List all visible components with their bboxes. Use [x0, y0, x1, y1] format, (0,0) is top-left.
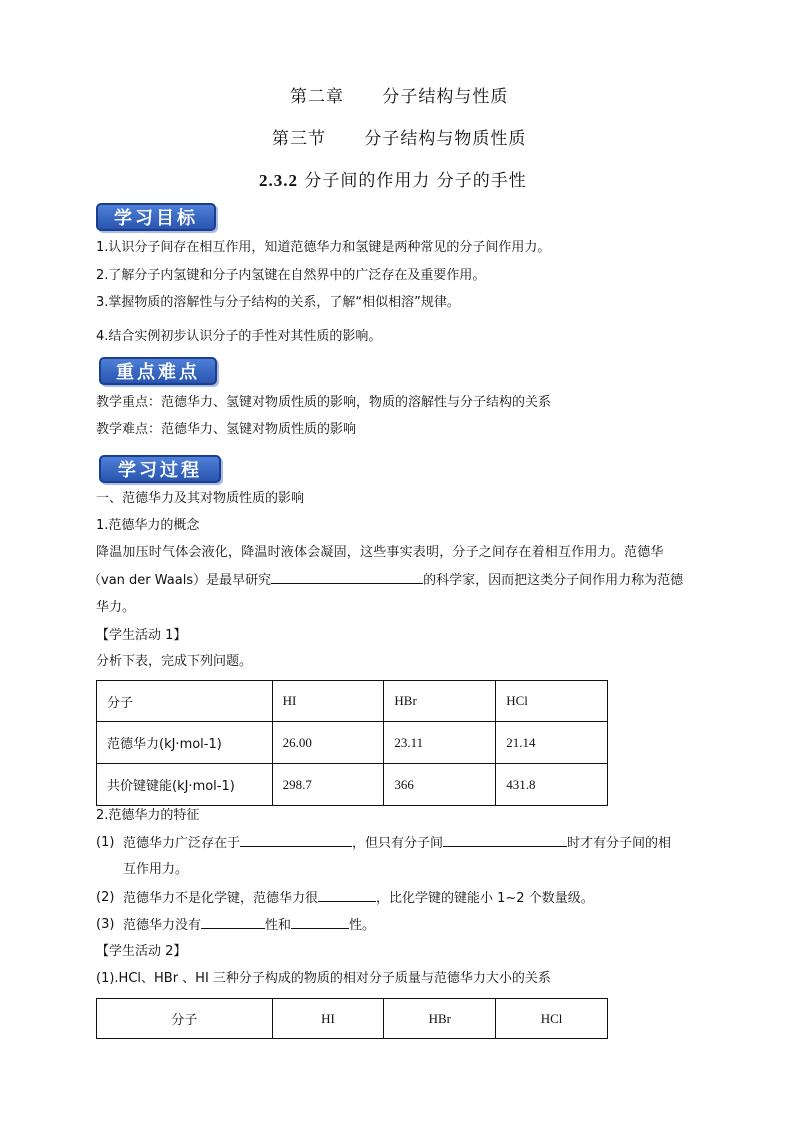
feature-1 [123, 831, 671, 856]
goal-3: 3.掌握物质的溶解性与分子结构的关系，了解“相似相溶”规律。 [96, 295, 460, 310]
table-header-cell: 分子 [97, 681, 273, 722]
chapter-title: 第二章 分子结构与性质 [290, 87, 509, 107]
vdw-table [96, 680, 608, 806]
student-activity-2: 【学生活动 2】 [96, 944, 187, 959]
table-cell: 23.11 [384, 722, 496, 764]
feature-2 [123, 886, 594, 911]
lesson-number: 2.3.2 [259, 171, 298, 190]
subheading-features: 2.范德华力的特征 [96, 808, 200, 823]
table-header-row [97, 681, 608, 722]
table-row [97, 722, 608, 764]
answer-blank[interactable] [201, 913, 265, 929]
table-header-cell: HCl [496, 999, 608, 1039]
table-header-cell: HI [272, 999, 384, 1039]
table-header-cell: HBr [384, 681, 496, 722]
goal-2: 2.了解分子内氢键和分子内氢键在自然界中的广泛存在及重要作用。 [96, 268, 486, 283]
activity-1-prompt: 分析下表，完成下列问题。 [96, 654, 253, 669]
feature-1-text-c: 时才有分子间的相 [567, 836, 672, 851]
answer-blank[interactable] [271, 568, 423, 584]
table-cell: 范德华力(kJ·mol-1) [97, 722, 273, 764]
subheading-concept: 1.范德华力的概念 [96, 518, 200, 533]
table-header-cell: 分子 [97, 999, 273, 1039]
feature-3-text-c: 性。 [349, 918, 376, 933]
student-activity-1: 【学生活动 1】 [96, 628, 187, 643]
activity-2-prompt: (1).HCl、HBr 、HI 三种分子构成的物质的相对分子质量与范德华力大小的关系 [96, 971, 551, 986]
feature-1-text-a: 范德华力广泛存在于 [123, 836, 241, 851]
feature-2-text-a: 范德华力不是化学键，范德华力很 [123, 891, 319, 906]
table-row [97, 764, 608, 806]
feature-3-text-a: 范德华力没有 [123, 918, 202, 933]
answer-blank[interactable] [291, 913, 349, 929]
teaching-difficulty: 教学难点：范德华力、氢键对物质性质的影响 [96, 422, 357, 437]
table-cell: 298.7 [272, 764, 384, 806]
concept-paragraph-line-3: 华力。 [96, 600, 136, 615]
lesson-title [259, 166, 527, 191]
answer-blank[interactable] [240, 831, 352, 847]
feature-3-number: (3) [96, 917, 115, 932]
answer-blank[interactable] [443, 831, 567, 847]
table-header-cell: HBr [384, 999, 496, 1039]
table-cell: 366 [384, 764, 496, 806]
table-header-cell: HI [272, 681, 384, 722]
concept-paragraph-line-2 [88, 568, 683, 593]
goals-badge: 学习目标 [96, 203, 216, 231]
goal-1: 1.认识分子间存在相互作用，知道范德华力和氢键是两种常见的分子间作用力。 [96, 240, 551, 255]
feature-1-continued: 互作用力。 [123, 862, 189, 877]
teaching-focus: 教学重点：范德华力、氢键对物质性质的影响，物质的溶解性与分子结构的关系 [96, 395, 552, 410]
feature-3-text-b: 性和 [265, 918, 292, 933]
concept-text-a: （van der Waals）是最早研究 [88, 573, 272, 588]
feature-1-text-b: ，但只有分子间 [352, 836, 444, 851]
feature-2-number: (2) [96, 890, 115, 905]
goal-4: 4.结合实例初步认识分子的手性对其性质的影响。 [96, 329, 382, 344]
mass-vdw-table [96, 998, 608, 1039]
key-points-badge: 重点难点 [99, 357, 217, 385]
table-cell: 21.14 [496, 722, 608, 764]
section-heading-1: 一、范德华力及其对物质性质的影响 [96, 491, 305, 506]
table-header-cell: HCl [496, 681, 608, 722]
lesson-name: 分子间的作用力 分子的手性 [298, 171, 527, 191]
concept-paragraph-line-1: 降温加压时气体会液化，降温时液体会凝固，这些事实表明，分子之间存在着相互作用力。范德华 [96, 545, 664, 560]
answer-blank[interactable] [318, 886, 376, 902]
table-cell: 26.00 [272, 722, 384, 764]
section-title: 第三节 分子结构与物质性质 [272, 129, 527, 149]
table-cell: 431.8 [496, 764, 608, 806]
feature-3 [123, 913, 375, 938]
feature-2-text-b: ，比化学键的键能小 1~2 个数量级。 [376, 891, 594, 906]
feature-1-number: (1) [96, 835, 115, 850]
table-header-row [97, 999, 608, 1039]
table-cell: 共价键键能(kJ·mol-1) [97, 764, 273, 806]
process-badge: 学习过程 [99, 455, 221, 483]
concept-text-b: 的科学家，因而把这类分子间作用力称为范德 [423, 573, 684, 588]
